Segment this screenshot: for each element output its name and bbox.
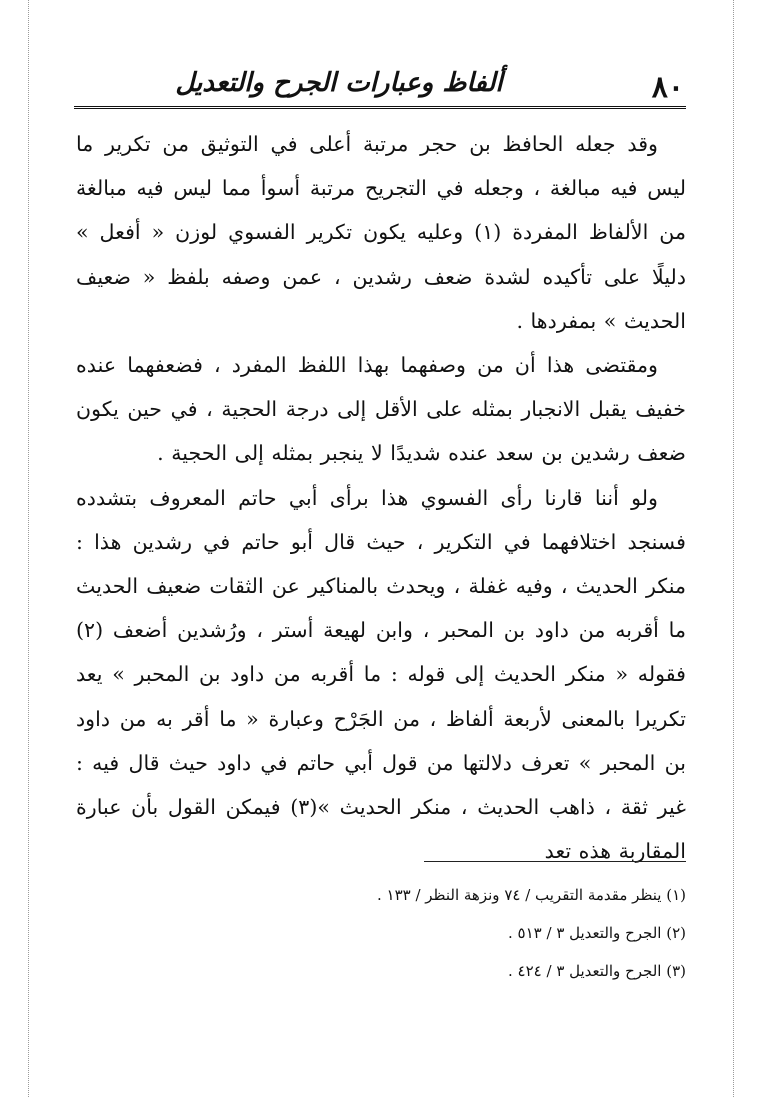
footnote-1: (١) ينظر مقدمة التقريب / ٧٤ ونزهة النظر / ١٣٣ . [376, 886, 686, 904]
footnotes [76, 876, 686, 990]
footnote-separator [424, 861, 686, 862]
header-rule [74, 106, 686, 109]
footnote-3: (٣) الجرح والتعديل ٣ / ٤٢٤ . [508, 962, 686, 980]
footnote-2: (٢) الجرح والتعديل ٣ / ٥١٣ . [508, 924, 686, 942]
left-margin-dots [28, 0, 29, 1097]
page-header [74, 64, 684, 108]
page-number: ٨٠ [651, 70, 684, 105]
paragraph-1: وقد جعله الحافظ بن حجر مرتبة أعلى في التوثيق من تكرير ما ليس فيه مبالغة ، وجعله في التجريح مرتبة أسوأ مما ليس فيه مبالغة من الألفاظ المفردة (١) وعليه يكون تكرير الفسوي لوزن « أفعل » دليلًا على تأكيده لشدة ضعف رشدين ، عمن وصفه بلفظ « ضعيف الحديث » بمفردها . [76, 132, 686, 333]
right-margin-dots [733, 0, 734, 1097]
running-title: ألفاظ وعبارات الجرح والتعديل [175, 68, 503, 98]
paragraph-2: ومقتضى هذا أن من وصفهما بهذا اللفظ المفرد ، فضعفهما عنده خفيف يقبل الانجبار بمثله على الأقل إلى درجة الحجية ، في حين يكون ضعف رشدين بن سعد عنده شديدًا لا ينجبر بمثله إلى الحجية . [76, 353, 686, 466]
paragraph-3: ولو أننا قارنا رأى الفسوي هذا برأى أبي حاتم المعروف بتشدده فسنجد اختلافهما في التكرير ، حيث قال أبو حاتم في رشدين هذا : منكر الحديث ، وفيه غفلة ، ويحدث بالمناكير عن الثقات ضعيف الحديث ما أقربه من داود بن المحبر ، وابن لهيعة أستر ، ورُشدين أضعف (٢) فقوله « منكر الحديث إلى قوله : ما أقربه من داود بن المحبر » يعد تكريرا بالمعنى لأربعة ألفاظ ، من الجَرْح وعبارة « ما أقر به من داود بن المحبر » تعرف دلالتها من قول أبي حاتم في داود حيث قال فيه : غير ثقة ، ذاهب الحديث ، منكر الحديث »(٣) فيمكن القول بأن عبارة المقاربة هذه تعد [76, 485, 686, 864]
body-text [76, 122, 686, 873]
